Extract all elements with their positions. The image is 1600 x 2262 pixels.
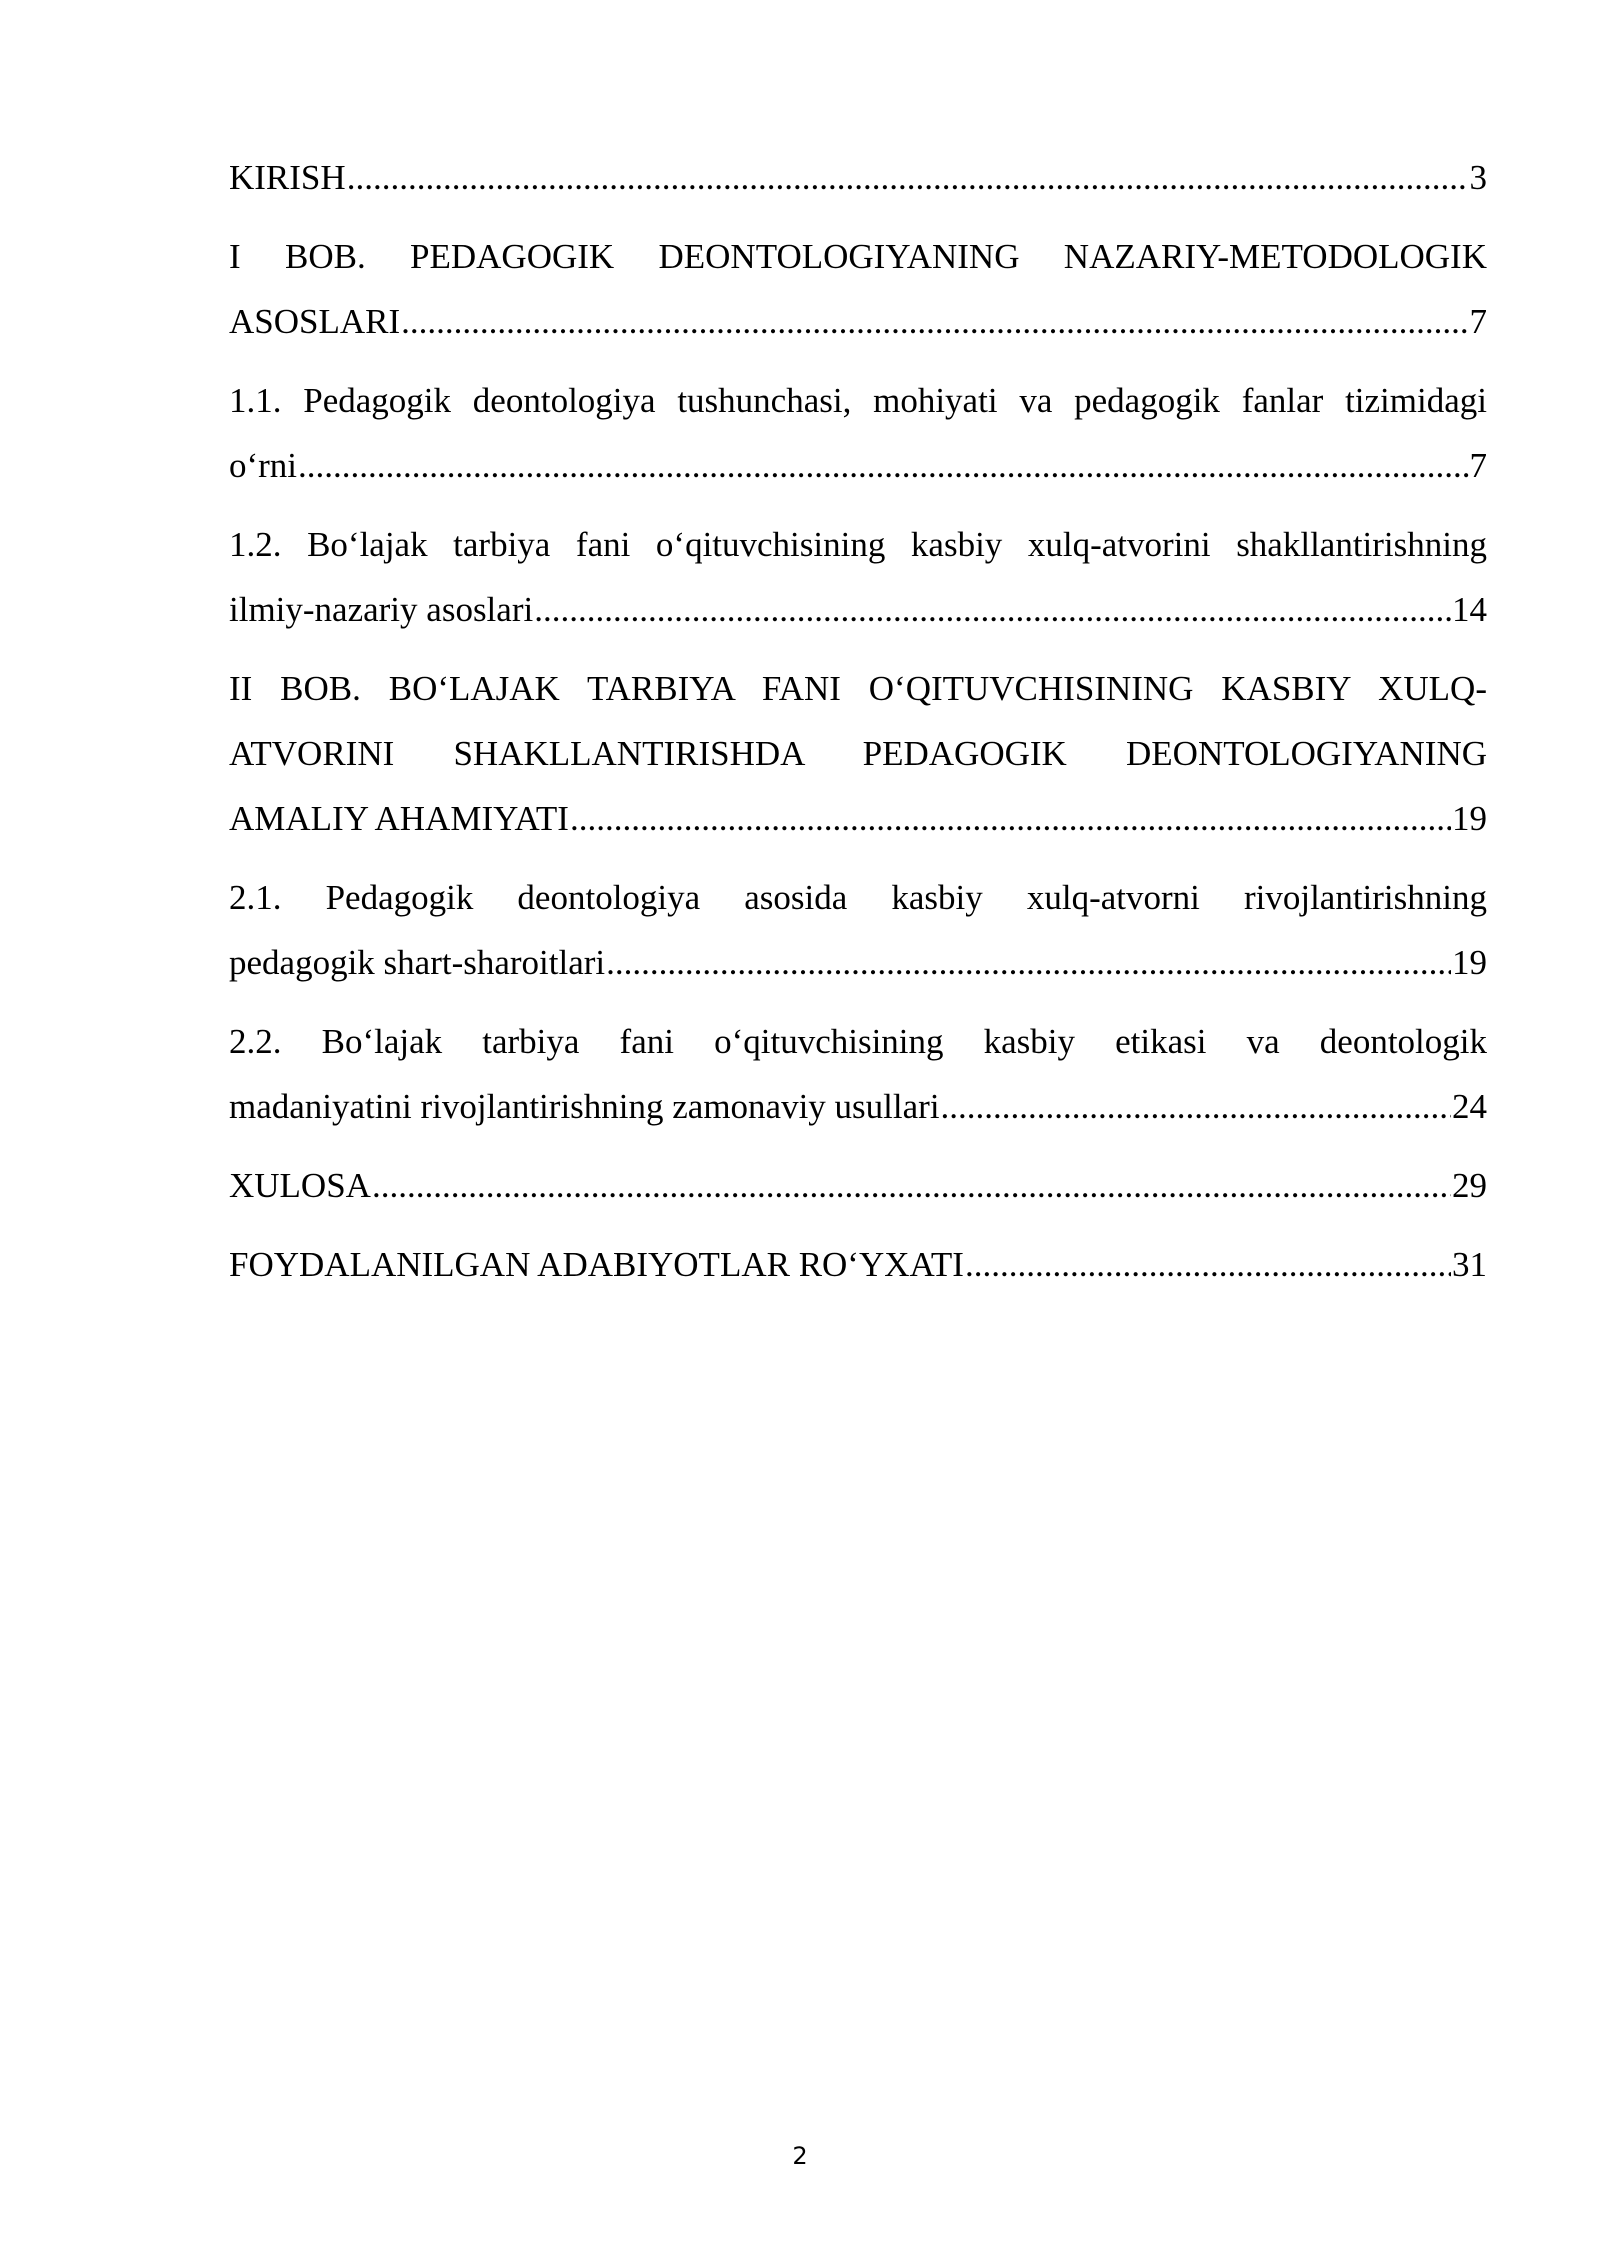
toc-entry-section-1-1 bbox=[229, 368, 1487, 498]
toc-page-number: 14 bbox=[1452, 590, 1487, 629]
toc-page-number: 19 bbox=[1452, 943, 1487, 982]
toc-entry-line bbox=[229, 577, 1487, 642]
toc-entry-title-line: I BOB. PEDAGOGIK DEONTOLOGIYANING NAZARIY-METODOLOGIK bbox=[229, 237, 1487, 276]
dot-leader bbox=[298, 433, 1468, 498]
dot-leader bbox=[372, 1153, 1451, 1218]
table-of-contents bbox=[229, 145, 1487, 1311]
toc-entry-section-2-2 bbox=[229, 1009, 1487, 1139]
toc-entry-title-line: ATVORINI SHAKLLANTIRISHDA PEDAGOGIK DEONTOLOGIYANING bbox=[229, 734, 1487, 773]
toc-entry-line bbox=[229, 786, 1487, 851]
toc-entry-line bbox=[229, 1232, 1487, 1297]
toc-entry-references bbox=[229, 1232, 1487, 1297]
toc-entry-section-1-2 bbox=[229, 512, 1487, 642]
toc-page-number: 31 bbox=[1452, 1245, 1487, 1284]
dot-leader bbox=[570, 786, 1451, 851]
toc-entry-line bbox=[229, 433, 1487, 498]
toc-entry-line bbox=[229, 930, 1487, 995]
dot-leader bbox=[606, 930, 1451, 995]
toc-entry-title: o‘rni bbox=[229, 446, 298, 485]
toc-entry-title: madaniyatini rivojlantirishning zamonaviy usullari bbox=[229, 1087, 940, 1126]
toc-entry-line bbox=[229, 1074, 1487, 1139]
toc-entry-title-line: 2.2. Bo‘lajak tarbiya fani o‘qituvchisining kasbiy etikasi va deontologik bbox=[229, 1022, 1487, 1061]
toc-entry-xulosa bbox=[229, 1153, 1487, 1218]
toc-entry-title: XULOSA bbox=[229, 1166, 371, 1205]
toc-entry-title-line: 1.2. Bo‘lajak tarbiya fani o‘qituvchisining kasbiy xulq-atvorini shakllantirishning bbox=[229, 525, 1487, 564]
toc-page-number: 7 bbox=[1469, 446, 1487, 485]
toc-entry-line bbox=[229, 1153, 1487, 1218]
toc-entry-title-line: 2.1. Pedagogik deontologiya asosida kasbiy xulq-atvorni rivojlantirishning bbox=[229, 878, 1487, 917]
toc-entry-title: ilmiy-nazariy asoslari bbox=[229, 590, 534, 629]
dot-leader bbox=[534, 577, 1451, 642]
toc-entry-title: ASOSLARI bbox=[229, 302, 401, 341]
toc-entry-section-2-1 bbox=[229, 865, 1487, 995]
toc-entry-kirish bbox=[229, 145, 1487, 210]
toc-page-number: 3 bbox=[1469, 158, 1487, 197]
dot-leader bbox=[941, 1074, 1451, 1139]
toc-page-number: 29 bbox=[1452, 1166, 1487, 1205]
toc-entry-title: AMALIY AHAMIYATI bbox=[229, 799, 569, 838]
dot-leader bbox=[347, 145, 1469, 210]
toc-entry-chapter-1 bbox=[229, 224, 1487, 354]
toc-entry-title-line: II BOB. BO‘LAJAK TARBIYA FANI O‘QITUVCHISINING KASBIY XULQ- bbox=[229, 669, 1487, 708]
toc-entry-title: FOYDALANILGAN ADABIYOTLAR RO‘YXATI bbox=[229, 1245, 964, 1284]
toc-entry-title: pedagogik shart-sharoitlari bbox=[229, 943, 606, 982]
page-number: 2 bbox=[792, 2142, 808, 2170]
toc-page-number: 7 bbox=[1469, 302, 1487, 341]
toc-entry-title-line: 1.1. Pedagogik deontologiya tushunchasi, mohiyati va pedagogik fanlar tizimidagi bbox=[229, 381, 1487, 420]
toc-entry-chapter-2 bbox=[229, 656, 1487, 851]
toc-entry-line bbox=[229, 289, 1487, 354]
toc-entry-line bbox=[229, 145, 1487, 210]
dot-leader bbox=[401, 289, 1468, 354]
toc-page-number: 24 bbox=[1452, 1087, 1487, 1126]
dot-leader bbox=[965, 1232, 1451, 1297]
toc-entry-title: KIRISH bbox=[229, 158, 346, 197]
toc-page-number: 19 bbox=[1452, 799, 1487, 838]
